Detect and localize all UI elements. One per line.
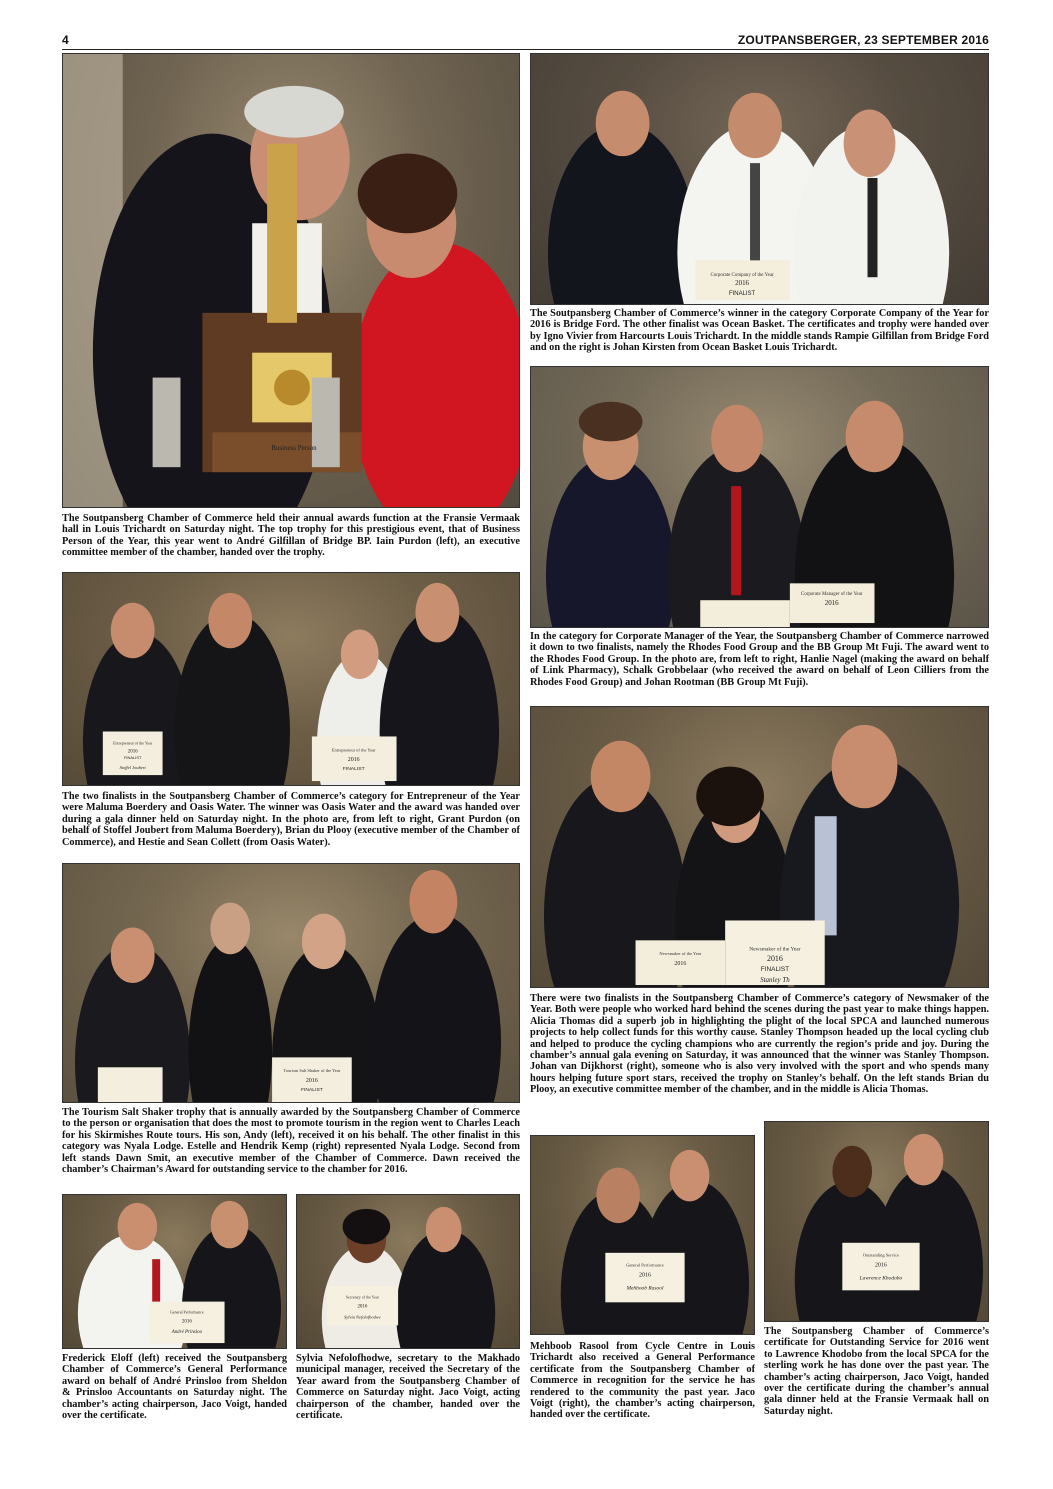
photo-scene xyxy=(531,367,988,627)
certificate-finalist: FINALIST xyxy=(301,1088,323,1094)
certificate-year: 2016 xyxy=(766,954,783,964)
certificate-signature: André Prinsloo xyxy=(171,1330,203,1336)
photo-khodobo xyxy=(764,1121,989,1322)
masthead: ZOUTPANSBERGER, 23 SEPTEMBER 2016 xyxy=(737,33,989,47)
certificate-year: 2016 xyxy=(127,749,138,755)
page-number: 4 xyxy=(62,33,69,47)
photo-newsmaker xyxy=(530,706,989,988)
caption-business-person: The Soutpansberg Chamber of Commerce held their annual awards function at the Fransie Vermaak hall in Louis Trichardt on Saturday night. The top trophy for this prestigious event, that of Business Person of the Year, this year went to André Gilfillan of Bridge BP. Iain Purdon (left), an executive committee member of the chamber, handed over the trophy. xyxy=(62,513,520,559)
caption-nefolofhodwe: Sylvia Nefolofhodwe, secretary to the Makhado municipal manager, received the Secretary of the Year award from the Soutpansberg Chamber of Commerce on Saturday night. Jaco Voigt, acting chairperson of the chamber, handed over the certificate. xyxy=(296,1353,520,1422)
certificate-signature: Mehboob Rasool xyxy=(626,1285,664,1292)
photo-scene xyxy=(765,1122,988,1321)
certificate-title: Newsmaker of the Year xyxy=(749,946,801,953)
trophy-plaque-text: Business Person xyxy=(271,444,317,453)
certificate-title: Corporate Company of the Year xyxy=(710,273,774,279)
photo-scene xyxy=(297,1195,519,1348)
certificate-signature: Lawrence Khodobo xyxy=(859,1275,903,1282)
certificate-year: 2016 xyxy=(674,961,687,968)
certificate-title: Entrepreneur of the Year xyxy=(113,740,153,746)
certificate-year: 2016 xyxy=(824,599,839,608)
caption-khodobo: The Soutpansberg Chamber of Commerce’s certificate for Outstanding Service for 2016 went to Lawrence Khodobo from the local SPCA for the sterling work he has done over the past year. The chamber’s acting chairperson, Jaco Voigt, handed over the certificate during the chamber’s annual gala dinner held at the Fransie Vermaak hall on Saturday night. xyxy=(764,1326,989,1417)
caption-corporate-company: The Soutpansberg Chamber of Commerce’s winner in the category Corporate Company of the Year for 2016 is Bridge Ford. The other finalist was Ocean Basket. The certificates and trophy were handed over by Igno Vivier from Harcourts Louis Trichardt. In the middle stands Rampie Gilfillan from Bridge Ford and on the right is Johan Kirsten from Ocean Basket Louis Trichardt. xyxy=(530,308,989,354)
caption-tourism: The Tourism Salt Shaker trophy that is annually awarded by the Soutpansberg Chamber of Commerce to the person or organisation that does the most to promote tourism in the region went to Charles Leach for his Skirmishes Route tours. His son, Andy (left), received it on his behalf. The other finalist in this category was Nyala Lodge. Estelle and Hendrik Kemp (right) represented Nyala Lodge. Second from left stands Dawn Smit, an executive member of the Chamber of Commerce. Dawn received the chamber’s Chairman’s Award for outstanding service to the chamber for 2016. xyxy=(62,1107,520,1176)
certificate-year: 2016 xyxy=(735,279,750,288)
caption-corporate-manager: In the category for Corporate Manager of the Year, the Soutpansberg Chamber of Commerce narrowed it down to two finalists, namely the Rhodes Food Group and the BB Group Mt Fuji. The award went to the Rhodes Food Group. In the photo are, from left to right, Hanlie Nagel (making the award on behalf of Link Pharmacy), Schalk Grobbelaar (who received the award on behalf of Leon Cilliers from the Rhodes Food Group) and Johan Rootman (BB Group Mt Fuji). xyxy=(530,631,989,688)
caption-newsmaker: There were two finalists in the Soutpansberg Chamber of Commerce’s category of Newsmaker of the Year. Both were people who worked hard behind the scenes during the past year to make things happen. Alicia Thomas did a superb job in highlighting the plight of the local SPCA and launched numerous projects to help collect funds for this worthy cause. Stanley Thompson headed up the local cycling club and helped to produce the cycling champions who are currently the region’s pride and joy. During the chamber’s annual gala evening on Saturday, it was announced that the winner was Stanley Thompson. Johan van Dijkhorst (right), someone who is also very involved with the sport and who spends many hours helping future sport stars, received the trophy on Stanley’s behalf. On the left stands Brian du Plooy, an executive committee member of the chamber, and in the middle is Alicia Thomas. xyxy=(530,993,989,1096)
photo-tourism xyxy=(62,863,520,1103)
caption-rasool: Mehboob Rasool from Cycle Centre in Louis Trichardt also received a General Performance certificate from the Soutpansberg Chamber of Commerce in recognition for the service he has rendered to the community the past year. Jaco Voigt (right), the chamber’s acting chairperson, handed over the certificate. xyxy=(530,1341,755,1421)
photo-corporate-company xyxy=(530,53,989,305)
photo-nefolofhodwe xyxy=(296,1194,520,1349)
certificate-year: 2016 xyxy=(357,1304,368,1310)
certificate-finalist: FINALIST xyxy=(728,291,756,298)
certificate-signature: Stoffel Joubert xyxy=(119,765,146,771)
photo-scene xyxy=(63,1195,286,1348)
certificate-signature: Sylvia Nefolofhodwe xyxy=(344,1314,381,1320)
certificate-title: General Performance xyxy=(170,1309,204,1315)
certificate-signature: Stanley Th xyxy=(760,976,790,985)
certificate-finalist: FINALIST xyxy=(123,755,142,761)
certificate-year: 2016 xyxy=(875,1262,887,1269)
certificate-title: General Performance xyxy=(626,1262,664,1268)
photo-scene xyxy=(531,1136,754,1334)
certificate-title: Newsmaker of the Year xyxy=(659,951,702,957)
certificate-year: 2016 xyxy=(181,1319,192,1325)
page-header xyxy=(62,33,989,50)
certificate-title: Entrepreneur of the Year xyxy=(331,747,376,753)
certificate-finalist: FINALIST xyxy=(342,767,365,773)
photo-scene xyxy=(63,54,519,507)
photo-scene xyxy=(531,54,988,304)
certificate-year: 2016 xyxy=(639,1272,651,1279)
certificate-title: Secretary of the Year xyxy=(345,1294,379,1300)
certificate-year: 2016 xyxy=(305,1078,318,1085)
photo-scene xyxy=(63,573,519,785)
certificate-title: Corporate Manager of the Year xyxy=(800,592,863,598)
certificate-year: 2016 xyxy=(347,757,360,764)
caption-entrepreneur: The two finalists in the Soutpansberg Chamber of Commerce’s category for Entrepreneur of the Year were Maluma Boerdery and Oasis Water. The winner was Oasis Water and the award was handed over during a gala dinner held on Saturday night. In the photo are, from left to right, Grant Purdon (on behalf of Stoffel Joubert from Maluma Boerdery), Brian du Plooy (executive member of the Chamber of Commerce), and Hestie and Sean Collett (from Oasis Water). xyxy=(62,791,520,848)
photo-scene xyxy=(63,864,519,1102)
certificate-title: Tourism Salt Shaker of the Year xyxy=(283,1068,341,1074)
photo-entrepreneur xyxy=(62,572,520,786)
photo-rasool xyxy=(530,1135,755,1335)
certificate-title: Outstanding Service xyxy=(862,1252,900,1258)
caption-eloff: Frederick Eloff (left) received the Soutpansberg Chamber of Commerce’s General Performance award on behalf of André Prinsloo from Sheldon & Prinsloo Accountants on Saturday night. The chamber’s acting chairperson, Jaco Voigt, handed over the certificate. xyxy=(62,1353,287,1422)
photo-scene xyxy=(531,707,988,987)
photo-eloff xyxy=(62,1194,287,1349)
photo-corporate-manager xyxy=(530,366,989,628)
certificate-finalist: FINALIST xyxy=(760,966,790,974)
photo-business-person xyxy=(62,53,520,508)
